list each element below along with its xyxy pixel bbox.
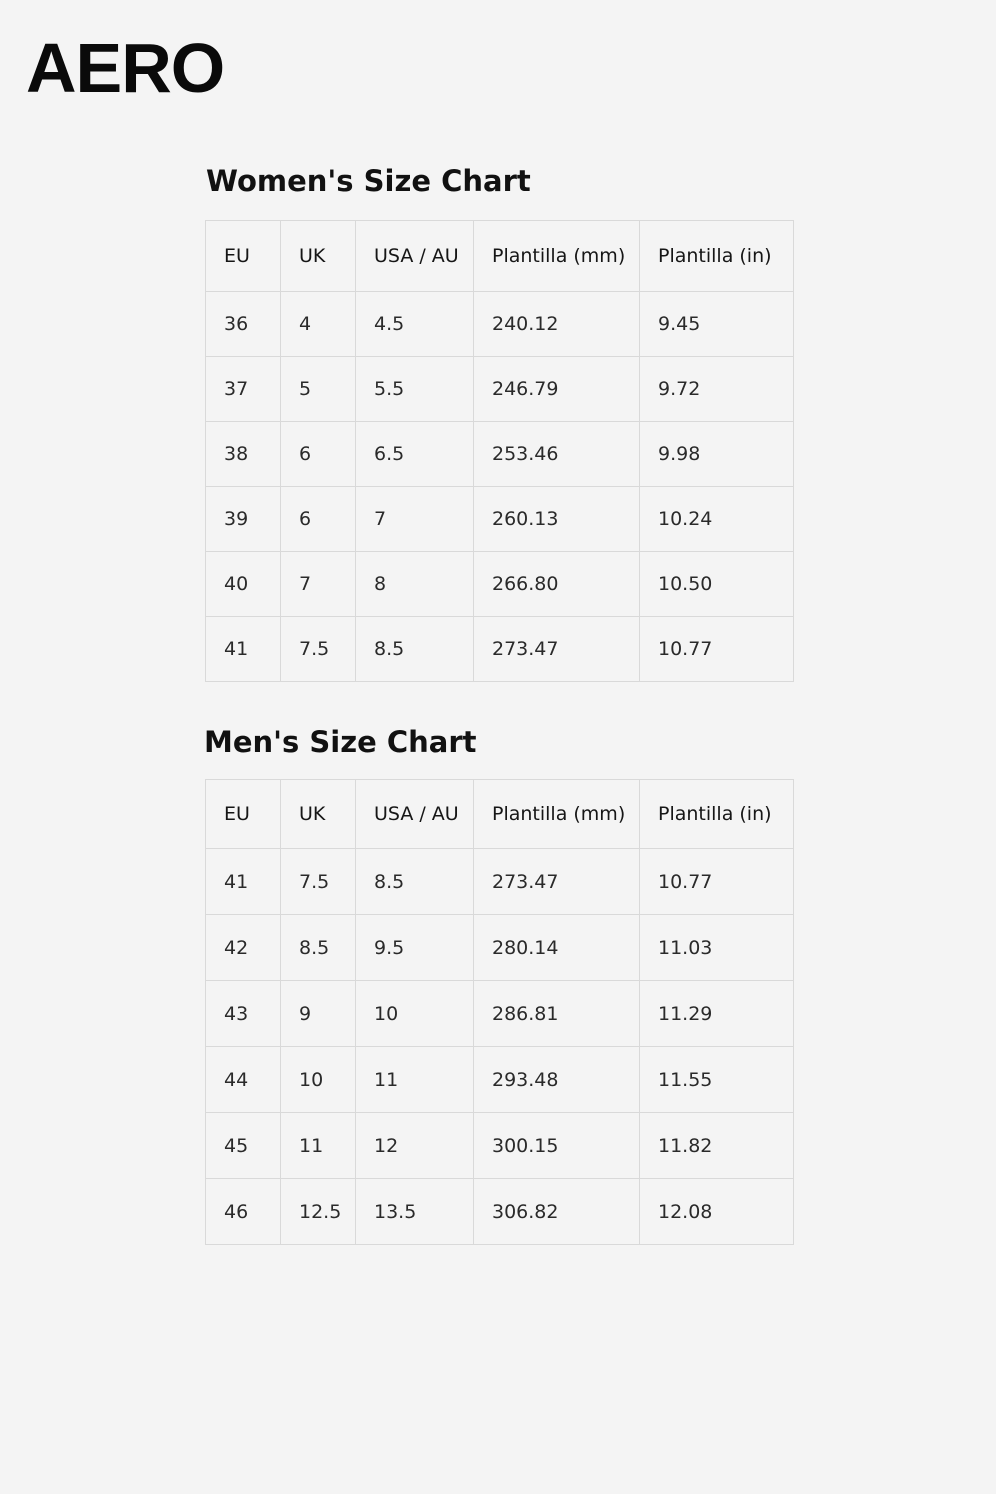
cell-uk: 7.5 xyxy=(281,617,356,682)
cell-uk: 9 xyxy=(281,981,356,1047)
cell-plantilla-mm: 293.48 xyxy=(474,1047,640,1113)
cell-eu: 45 xyxy=(206,1113,281,1179)
cell-usa-au: 10 xyxy=(356,981,474,1047)
cell-plantilla-mm: 240.12 xyxy=(474,292,640,357)
cell-plantilla-in: 10.24 xyxy=(640,487,794,552)
cell-eu: 37 xyxy=(206,357,281,422)
cell-usa-au: 9.5 xyxy=(356,915,474,981)
cell-plantilla-in: 10.77 xyxy=(640,849,794,915)
table-row xyxy=(206,487,794,552)
cell-uk: 5 xyxy=(281,357,356,422)
table-header-row xyxy=(206,780,794,849)
column-header-eu: EU xyxy=(206,221,281,292)
cell-plantilla-mm: 280.14 xyxy=(474,915,640,981)
cell-eu: 46 xyxy=(206,1179,281,1245)
cell-plantilla-mm: 273.47 xyxy=(474,617,640,682)
cell-plantilla-mm: 246.79 xyxy=(474,357,640,422)
cell-uk: 7 xyxy=(281,552,356,617)
cell-plantilla-mm: 260.13 xyxy=(474,487,640,552)
cell-uk: 12.5 xyxy=(281,1179,356,1245)
table-row xyxy=(206,1179,794,1245)
cell-uk: 10 xyxy=(281,1047,356,1113)
column-header-plantilla-mm: Plantilla (mm) xyxy=(474,780,640,849)
mens-size-chart-title: Men's Size Chart xyxy=(204,725,477,759)
cell-usa-au: 11 xyxy=(356,1047,474,1113)
cell-usa-au: 8.5 xyxy=(356,849,474,915)
table-header-row xyxy=(206,221,794,292)
brand-logo: AERO xyxy=(26,29,225,107)
cell-uk: 8.5 xyxy=(281,915,356,981)
table-row xyxy=(206,552,794,617)
table-row xyxy=(206,422,794,487)
cell-uk: 11 xyxy=(281,1113,356,1179)
column-header-usa-au: USA / AU xyxy=(356,780,474,849)
cell-usa-au: 4.5 xyxy=(356,292,474,357)
column-header-uk: UK xyxy=(281,780,356,849)
cell-uk: 7.5 xyxy=(281,849,356,915)
cell-eu: 44 xyxy=(206,1047,281,1113)
cell-usa-au: 8 xyxy=(356,552,474,617)
table-row xyxy=(206,1113,794,1179)
column-header-plantilla-in: Plantilla (in) xyxy=(640,221,794,292)
cell-usa-au: 6.5 xyxy=(356,422,474,487)
womens-size-chart-title: Women's Size Chart xyxy=(206,164,531,198)
table-row xyxy=(206,357,794,422)
cell-plantilla-mm: 306.82 xyxy=(474,1179,640,1245)
cell-uk: 6 xyxy=(281,487,356,552)
cell-plantilla-mm: 300.15 xyxy=(474,1113,640,1179)
cell-plantilla-in: 11.55 xyxy=(640,1047,794,1113)
cell-eu: 38 xyxy=(206,422,281,487)
cell-eu: 43 xyxy=(206,981,281,1047)
column-header-plantilla-in: Plantilla (in) xyxy=(640,780,794,849)
cell-plantilla-in: 11.03 xyxy=(640,915,794,981)
column-header-plantilla-mm: Plantilla (mm) xyxy=(474,221,640,292)
cell-eu: 42 xyxy=(206,915,281,981)
table-row xyxy=(206,915,794,981)
cell-uk: 4 xyxy=(281,292,356,357)
cell-eu: 40 xyxy=(206,552,281,617)
column-header-usa-au: USA / AU xyxy=(356,221,474,292)
cell-eu: 39 xyxy=(206,487,281,552)
cell-usa-au: 13.5 xyxy=(356,1179,474,1245)
cell-plantilla-in: 9.45 xyxy=(640,292,794,357)
column-header-uk: UK xyxy=(281,221,356,292)
cell-eu: 41 xyxy=(206,617,281,682)
cell-plantilla-in: 12.08 xyxy=(640,1179,794,1245)
cell-plantilla-mm: 286.81 xyxy=(474,981,640,1047)
table-row xyxy=(206,981,794,1047)
cell-eu: 41 xyxy=(206,849,281,915)
cell-usa-au: 12 xyxy=(356,1113,474,1179)
cell-eu: 36 xyxy=(206,292,281,357)
womens-size-table xyxy=(205,220,794,682)
cell-plantilla-in: 11.29 xyxy=(640,981,794,1047)
table-row xyxy=(206,1047,794,1113)
cell-plantilla-in: 9.98 xyxy=(640,422,794,487)
cell-plantilla-in: 11.82 xyxy=(640,1113,794,1179)
cell-plantilla-mm: 253.46 xyxy=(474,422,640,487)
cell-usa-au: 7 xyxy=(356,487,474,552)
mens-size-table xyxy=(205,779,794,1245)
cell-uk: 6 xyxy=(281,422,356,487)
cell-plantilla-in: 10.77 xyxy=(640,617,794,682)
table-row xyxy=(206,292,794,357)
cell-plantilla-in: 9.72 xyxy=(640,357,794,422)
column-header-eu: EU xyxy=(206,780,281,849)
cell-usa-au: 8.5 xyxy=(356,617,474,682)
cell-usa-au: 5.5 xyxy=(356,357,474,422)
table-row xyxy=(206,617,794,682)
cell-plantilla-mm: 266.80 xyxy=(474,552,640,617)
cell-plantilla-in: 10.50 xyxy=(640,552,794,617)
table-row xyxy=(206,849,794,915)
cell-plantilla-mm: 273.47 xyxy=(474,849,640,915)
